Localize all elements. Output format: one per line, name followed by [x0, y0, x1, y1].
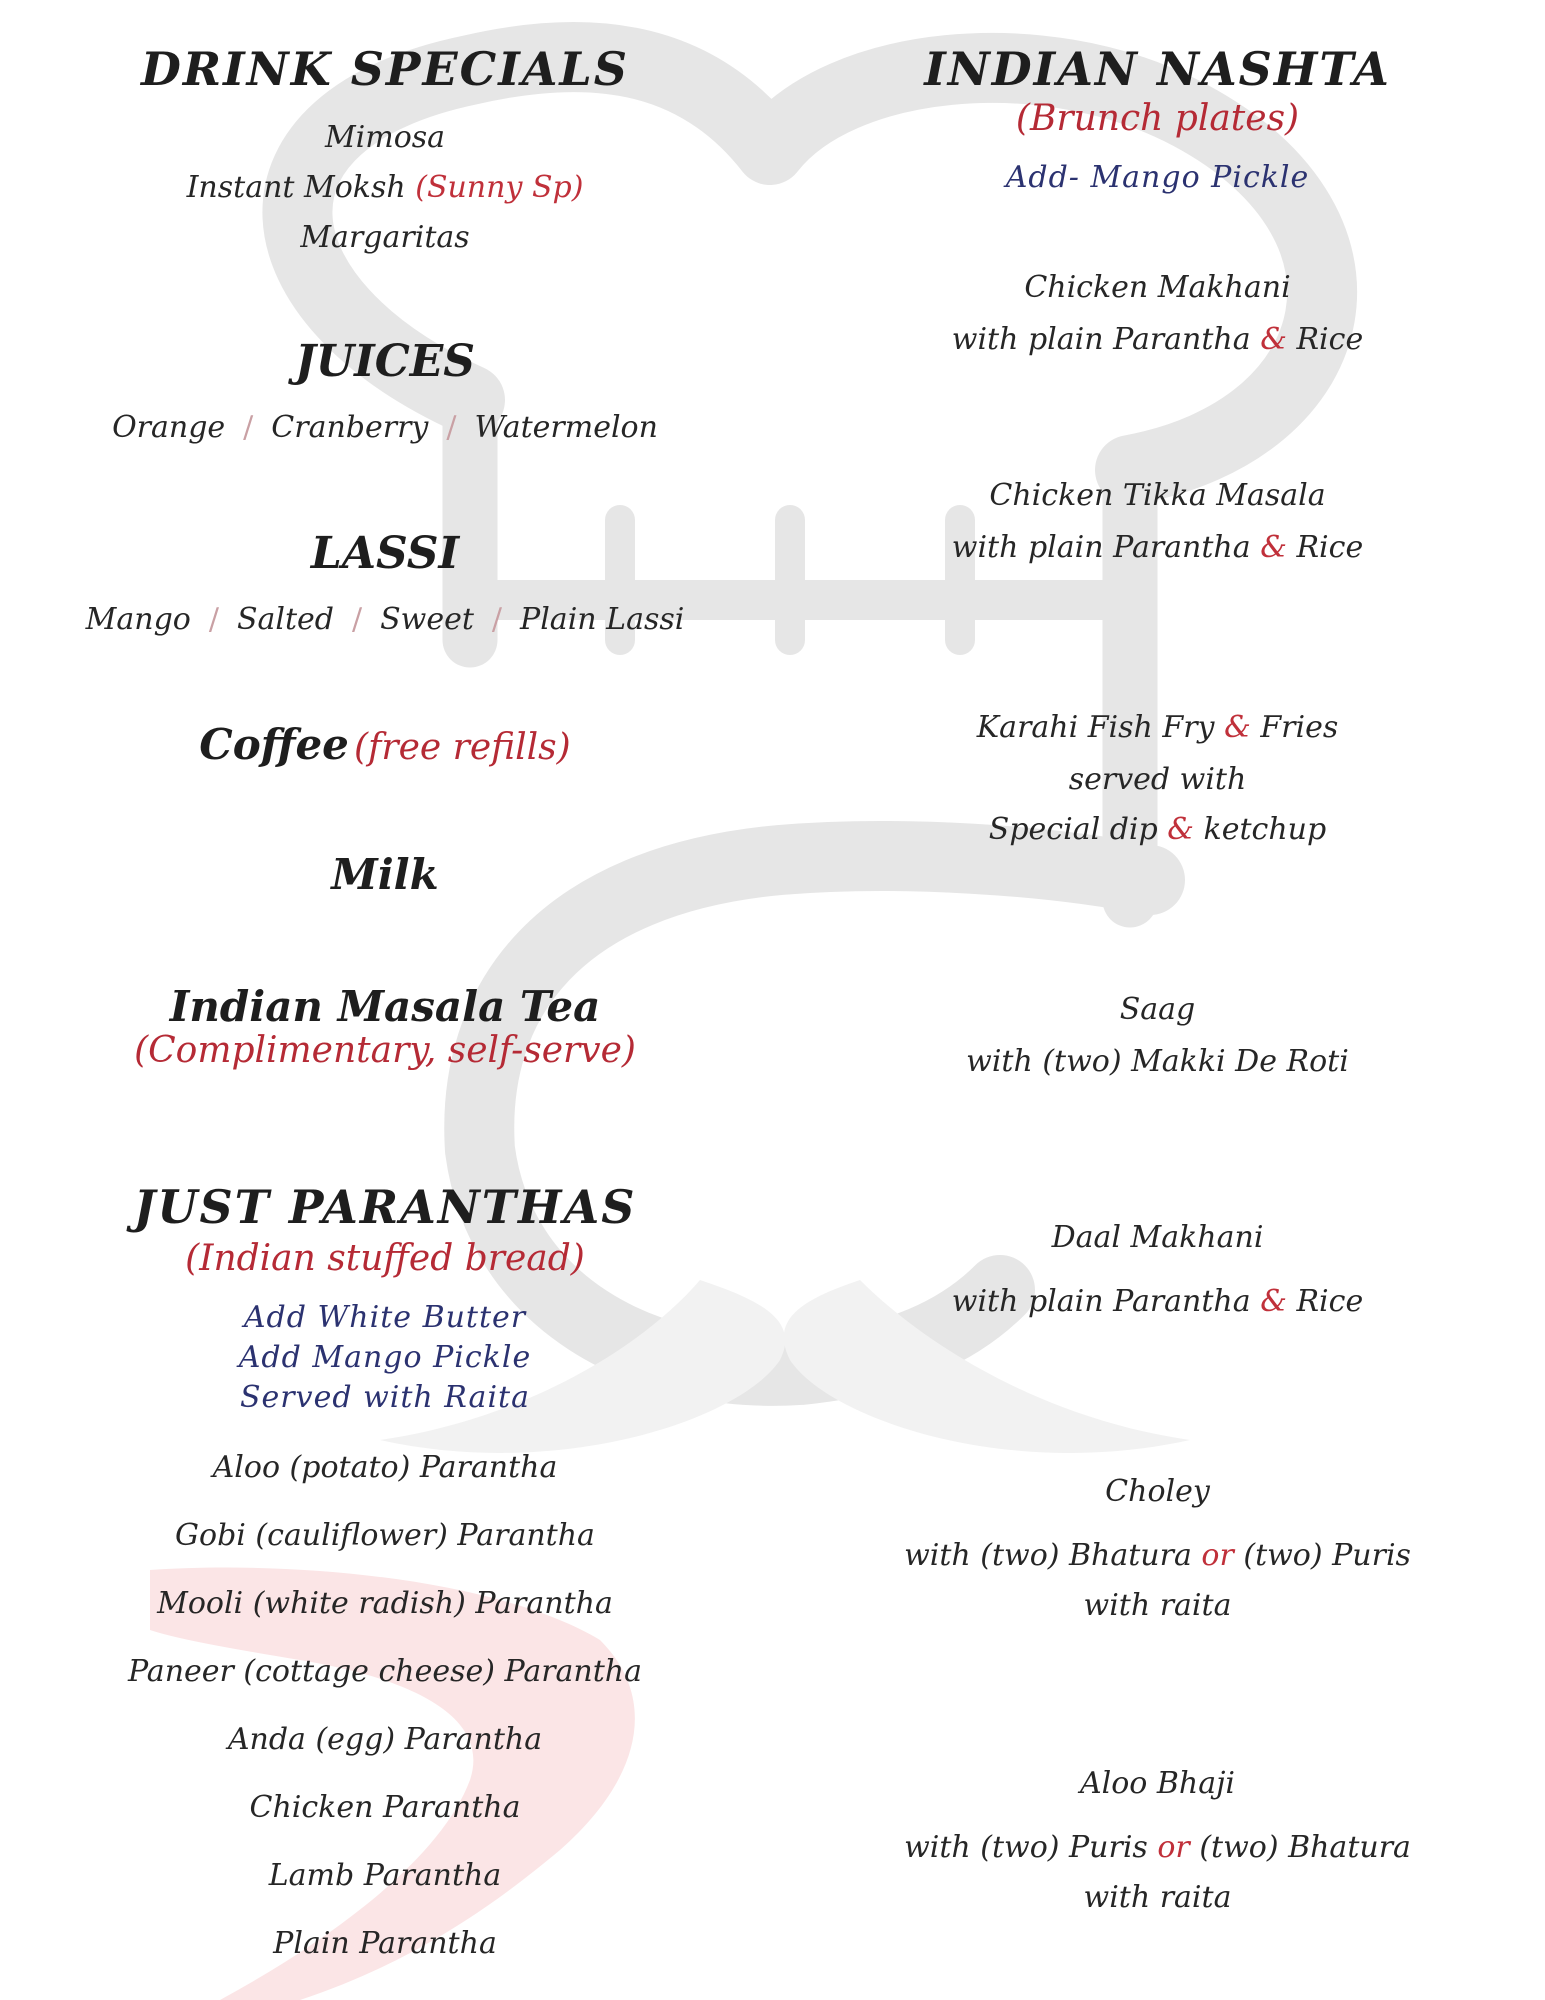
- dish-side: with (two) Puris: [904, 1830, 1148, 1865]
- addon-white-butter: Add White Butter: [243, 1300, 527, 1335]
- divider-slash: /: [208, 602, 219, 637]
- or-word: or: [1157, 1830, 1190, 1865]
- juice-watermelon: Watermelon: [474, 410, 658, 445]
- dish-side: (two) Puris: [1243, 1538, 1411, 1573]
- parantha-item: Gobi (cauliflower) Parantha: [175, 1518, 595, 1553]
- drink-specials-heading: DRINK SPECIALS: [141, 42, 629, 96]
- juice-orange: Orange: [112, 410, 226, 445]
- dish-saag: Saag: [1119, 992, 1196, 1027]
- brunch-plates-subtitle: (Brunch plates): [1015, 98, 1300, 139]
- dish-side: with plain Parantha: [951, 322, 1251, 357]
- masala-tea-note: (Complimentary, self-serve): [134, 1030, 636, 1071]
- dish-side: Special dip: [988, 812, 1158, 847]
- paranthas-subtitle: (Indian stuffed bread): [185, 1238, 585, 1279]
- dish-fish-dips: [770, 812, 1545, 847]
- milk-heading: Milk: [331, 850, 439, 899]
- lassi-salted: Salted: [236, 602, 335, 637]
- or-word: or: [1201, 1538, 1234, 1573]
- paranthas-heading: JUST PARANTHAS: [133, 1180, 637, 1234]
- dish-chicken-tikka-sides: [770, 530, 1545, 565]
- coffee-heading: Coffee: [199, 720, 349, 769]
- dish-side: with plain Parantha: [951, 1284, 1251, 1319]
- divider-slash: /: [446, 410, 457, 445]
- parantha-item: Anda (egg) Parantha: [227, 1722, 543, 1757]
- parantha-item: Plain Parantha: [273, 1926, 497, 1961]
- dish-daal-sides: [770, 1284, 1545, 1319]
- dish-name: Karahi Fish Fry: [976, 710, 1215, 745]
- menu-item-label: Instant Moksh: [186, 170, 406, 205]
- juice-cranberry: Cranberry: [271, 410, 429, 445]
- dish-chicken-makhani-sides: [770, 322, 1545, 357]
- addon-mango-pickle: Add- Mango Pickle: [1005, 160, 1310, 195]
- dish-side: ketchup: [1203, 812, 1327, 847]
- dish-choley-raita: with raita: [1083, 1588, 1232, 1623]
- ampersand: &: [1260, 530, 1287, 565]
- ampersand: &: [1260, 1284, 1287, 1319]
- parantha-item: Lamb Parantha: [268, 1858, 502, 1893]
- juice-options: [0, 410, 770, 445]
- divider-slash: /: [243, 410, 254, 445]
- dish-side: Rice: [1296, 530, 1364, 565]
- divider-slash: /: [491, 602, 503, 637]
- parantha-item: Aloo (potato) Parantha: [212, 1450, 558, 1485]
- dish-side: (two) Bhatura: [1199, 1830, 1411, 1865]
- sunny-special-note: (Sunny Sp): [415, 170, 584, 205]
- dish-daal-makhani: Daal Makhani: [1051, 1220, 1264, 1255]
- parantha-item: Paneer (cottage cheese) Parantha: [127, 1654, 643, 1689]
- ampersand: &: [1224, 710, 1251, 745]
- dish-aloo-bhaji: Aloo Bhaji: [1079, 1766, 1236, 1801]
- parantha-item: Chicken Parantha: [249, 1790, 521, 1825]
- dish-saag-sides: with (two) Makki De Roti: [966, 1044, 1349, 1079]
- dish-aloo-bhaji-sides: [770, 1830, 1545, 1865]
- dish-choley: Choley: [1105, 1474, 1210, 1509]
- addon-raita: Served with Raita: [240, 1380, 530, 1415]
- indian-nashta-heading: INDIAN NASHTA: [924, 42, 1391, 96]
- lassi-sweet: Sweet: [380, 602, 474, 637]
- parantha-item: Mooli (white radish) Parantha: [157, 1586, 613, 1621]
- lassi-mango: Mango: [85, 602, 191, 637]
- menu-item-margaritas: Margaritas: [300, 220, 470, 255]
- lassi-heading: LASSI: [310, 528, 460, 579]
- dish-aloo-bhaji-raita: with raita: [1083, 1880, 1232, 1915]
- dish-side: with (two) Bhatura: [904, 1538, 1192, 1573]
- juices-heading: JUICES: [294, 336, 476, 387]
- dish-side: Rice: [1296, 1284, 1364, 1319]
- addon-mango-pickle: Add Mango Pickle: [238, 1340, 532, 1375]
- menu-item-instant-moksh: [0, 170, 770, 205]
- ampersand: &: [1167, 812, 1194, 847]
- ampersand: &: [1260, 322, 1287, 357]
- dish-chicken-makhani: Chicken Makhani: [1024, 270, 1291, 305]
- dish-side: with plain Parantha: [951, 530, 1251, 565]
- masala-tea-heading: Indian Masala Tea: [169, 982, 601, 1031]
- dish-fish-served-with: served with: [1068, 762, 1247, 797]
- lassi-plain: Plain Lassi: [520, 602, 685, 637]
- coffee-line: [0, 720, 770, 769]
- dish-chicken-tikka-masala: Chicken Tikka Masala: [989, 478, 1326, 513]
- dish-side: Fries: [1260, 710, 1339, 745]
- dish-choley-sides: [770, 1538, 1545, 1573]
- divider-slash: /: [352, 602, 363, 637]
- lassi-options: [0, 602, 770, 637]
- menu-item-mimosa: Mimosa: [324, 120, 446, 155]
- dish-side: Rice: [1296, 322, 1364, 357]
- coffee-refill-note: (free refills): [354, 727, 571, 768]
- dish-karahi-fish-fry: [770, 710, 1545, 745]
